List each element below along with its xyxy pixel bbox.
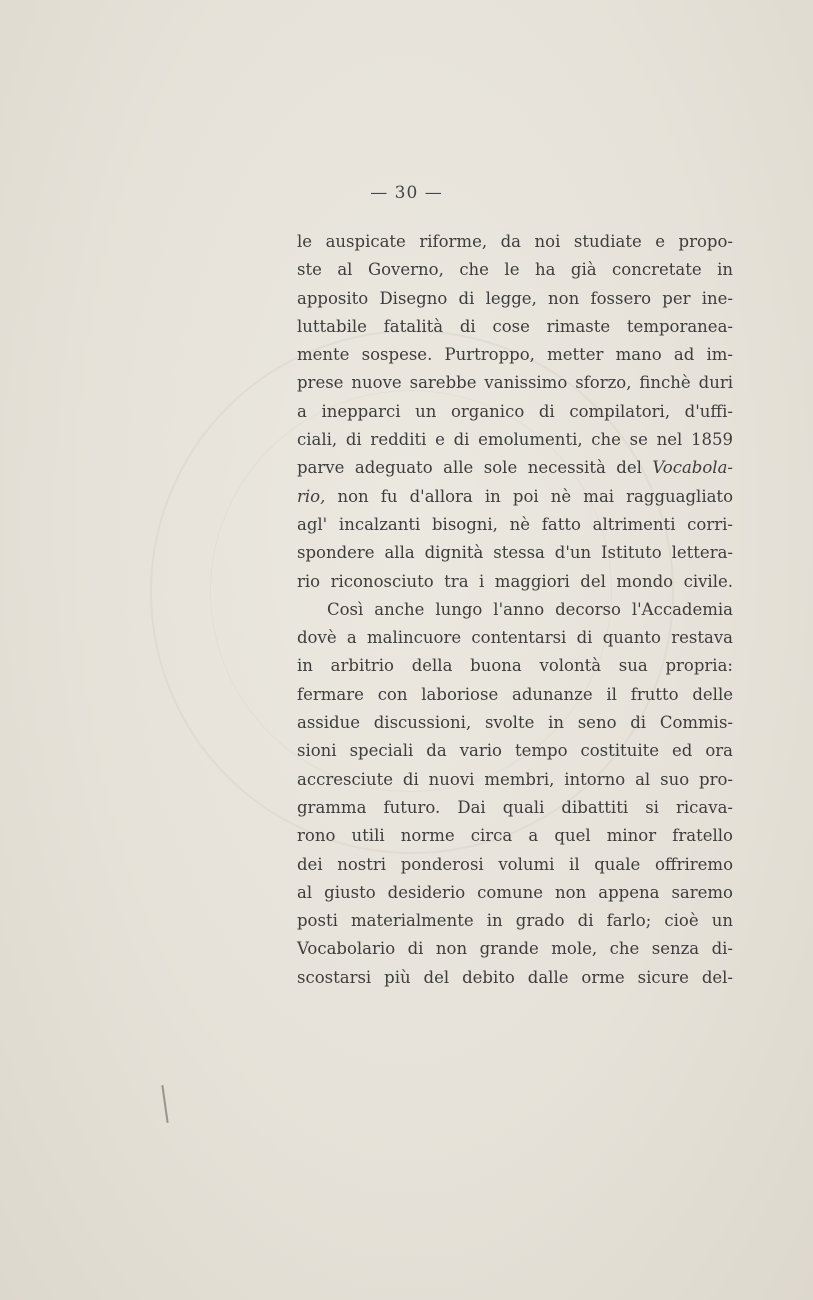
text-line: assidue discussioni, svolte in seno di Commis- — [297, 713, 733, 733]
text-line: Vocabolario di non grande mole, che senza di- — [297, 939, 733, 959]
text-segment: parve adeguato alle sole necessità del — [297, 458, 653, 478]
text-line: apposito Disegno di legge, non fossero per ine- — [297, 288, 733, 308]
text-line: dei nostri ponderosi volumi il quale offriremo — [297, 854, 733, 874]
italic-title: Vocabola- — [652, 458, 733, 478]
text-line: luttabile fatalità di cose rimaste temporanea- — [297, 316, 733, 336]
text-line: prese nuove sarebbe vanissimo sforzo, finchè duri — [297, 373, 733, 393]
text-line: mente sospese. Purtroppo, metter mano ad im- — [297, 345, 733, 365]
text-line — [297, 483, 733, 511]
page-number: — 30 — — [370, 183, 443, 203]
text-line: rono utili norme circa a quel minor fratello — [297, 826, 733, 846]
text-line: in arbitrio della buona volontà sua propria: — [297, 656, 733, 676]
text-line: le auspicate riforme, da noi studiate e propo- — [297, 232, 733, 251]
text-line — [297, 454, 733, 482]
text-line: accresciute di nuovi membri, intorno al suo pro- — [297, 769, 733, 789]
text-line: posti materialmente in grado di farlo; cioè un — [297, 911, 733, 931]
text-line: a inepparci un organico di compilatori, d'uffi- — [297, 401, 733, 421]
text-line: ciali, di redditi e di emolumenti, che se nel 1859 — [297, 430, 733, 450]
text-line: Così anche lungo l'anno decorso l'Accademia — [327, 599, 733, 619]
text-line: ste al Governo, che le ha già concretate in — [297, 260, 733, 280]
text-line: rio riconosciuto tra i maggiori del mondo civile. — [297, 571, 733, 591]
body-text — [297, 228, 733, 992]
text-line: sioni speciali da vario tempo costituite ed ora — [297, 741, 733, 761]
text-line: al giusto desiderio comune non appena saremo — [297, 882, 733, 902]
text-line: agl' incalzanti bisogni, nè fatto altrimenti corri- — [297, 514, 733, 534]
text-line: dovè a malincuore contentarsi di quanto restava — [297, 628, 733, 648]
text-segment: non fu d'allora in poi nè mai ragguagliato — [325, 486, 733, 506]
text-line: spondere alla dignità stessa d'un Istituto lettera- — [297, 543, 733, 563]
text-line: fermare con laboriose adunanze il frutto delle — [297, 684, 733, 704]
page-mark — [161, 1085, 168, 1123]
text-line: gramma futuro. Dai quali dibattiti si ricava- — [297, 797, 733, 817]
italic-title: rio, — [297, 486, 326, 506]
text-line: scostarsi più del debito dalle orme sicure del- — [297, 967, 733, 987]
